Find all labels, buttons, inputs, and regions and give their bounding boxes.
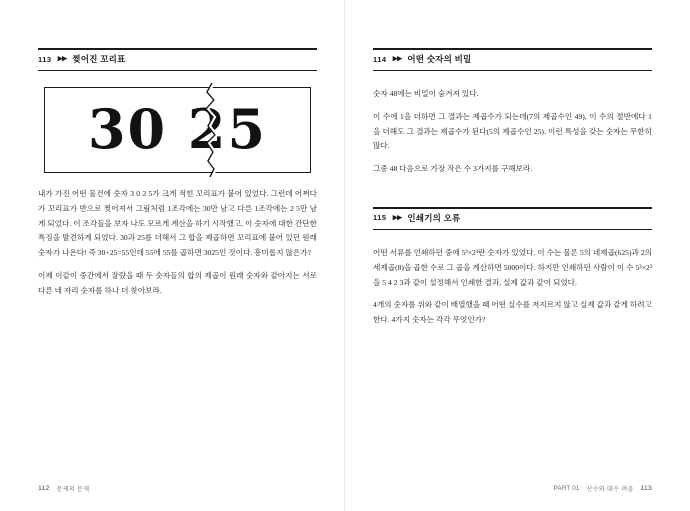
section-heading-113 bbox=[38, 48, 317, 71]
paragraph: 그중 48 다음으로 가장 작은 수 3가지를 구해보라. bbox=[373, 164, 533, 174]
paragraph: 어떤 서류를 인쇄하던 중에 5³×2³란 숫자가 있었다. 이 수는 물론 5의 네제곱(625)과 2의 세제곱(8)을 곱한 수로 그 곱을 계산하면 5000이다. 하지만 인쇄하던 사람이 이 수 5³×2³을 5 4 2 3과 같이 설정해서 인쇄한 결과, 실제 값과 같이 되었다. bbox=[373, 247, 652, 287]
section-heading-114 bbox=[373, 48, 652, 71]
section-number: 115 bbox=[373, 213, 387, 223]
right-page bbox=[345, 0, 690, 511]
paragraph: 4개의 숫자를 위와 같이 배열했을 때 어떤 실수를 저지르지 않고 실제 값과 같게 하려고 한다. 4가지 숫자는 각각 무엇인가? bbox=[373, 300, 652, 325]
footer-label: 문제의 문제 bbox=[56, 486, 90, 493]
double-arrow-icon: ▶▶ bbox=[57, 55, 67, 63]
section-spacer bbox=[373, 185, 652, 207]
right-page-footer bbox=[554, 484, 652, 493]
section-number: 114 bbox=[373, 54, 387, 64]
paragraph: 이제 이같이 중간에서 잘랐을 때 두 숫자들의 합의 제곱이 원래 숫자와 같아지는 서로 다른 네 자리 숫자를 하나 더 찾아보라. bbox=[38, 270, 317, 295]
double-arrow-icon: ▶▶ bbox=[392, 214, 402, 222]
paragraph: 숫자 48에는 비밀이 숨겨져 있다. bbox=[373, 89, 479, 98]
footer-part: PART 01 bbox=[553, 485, 580, 492]
figure-content bbox=[44, 87, 311, 173]
section-title: 어떤 숫자의 비밀 bbox=[407, 54, 472, 64]
section-heading-115 bbox=[373, 207, 652, 230]
section-number: 113 bbox=[38, 54, 52, 64]
section-title: 찢어진 꼬리표 bbox=[72, 54, 126, 64]
paragraph: 내가 가진 어떤 물건에 숫자 3 0 2 5가 크게 적힌 꼬리표가 붙어 있었다. 그런데 어쩌다가 꼬리표가 반으로 찢어져서 그림처럼 1조각에는 30만 남고 다른 1조각에는 2 5만 남게 되었다. 이 조각들을 보자 나도 모르게 계산을 하기 시작했고, 이 숫자에 대한 간단한 특징을 발견하게 되었다. 30과 25를 더해서 그 합을 제곱하면 꼬리표에 붙어 있던 원래 숫자가 나온다! 즉 30+25=55인데 55에 55를 곱하면 3025인 것이다. 흥미롭지 않은가? bbox=[38, 189, 317, 258]
page-number: 112 bbox=[38, 485, 50, 492]
left-page-footer bbox=[38, 484, 89, 493]
figure-digits: 30 25 bbox=[87, 97, 268, 161]
torn-tag-figure bbox=[44, 87, 311, 173]
section-title: 인쇄기의 오류 bbox=[407, 212, 461, 223]
double-arrow-icon: ▶▶ bbox=[392, 55, 402, 63]
footer-label: 산수와 대수 퍼즐 bbox=[586, 486, 634, 493]
paragraph: 이 수에 1을 더하면 그 결과는 제곱수가 되는데(7의 제곱수인 49), 이 수의 절반에다 1을 더해도 그 결과는 제곱수가 된다(5의 제곱수인 25). 이런 특성을 갖는 숫자는 무한히 많다. bbox=[373, 111, 652, 151]
page-number: 113 bbox=[640, 485, 652, 492]
